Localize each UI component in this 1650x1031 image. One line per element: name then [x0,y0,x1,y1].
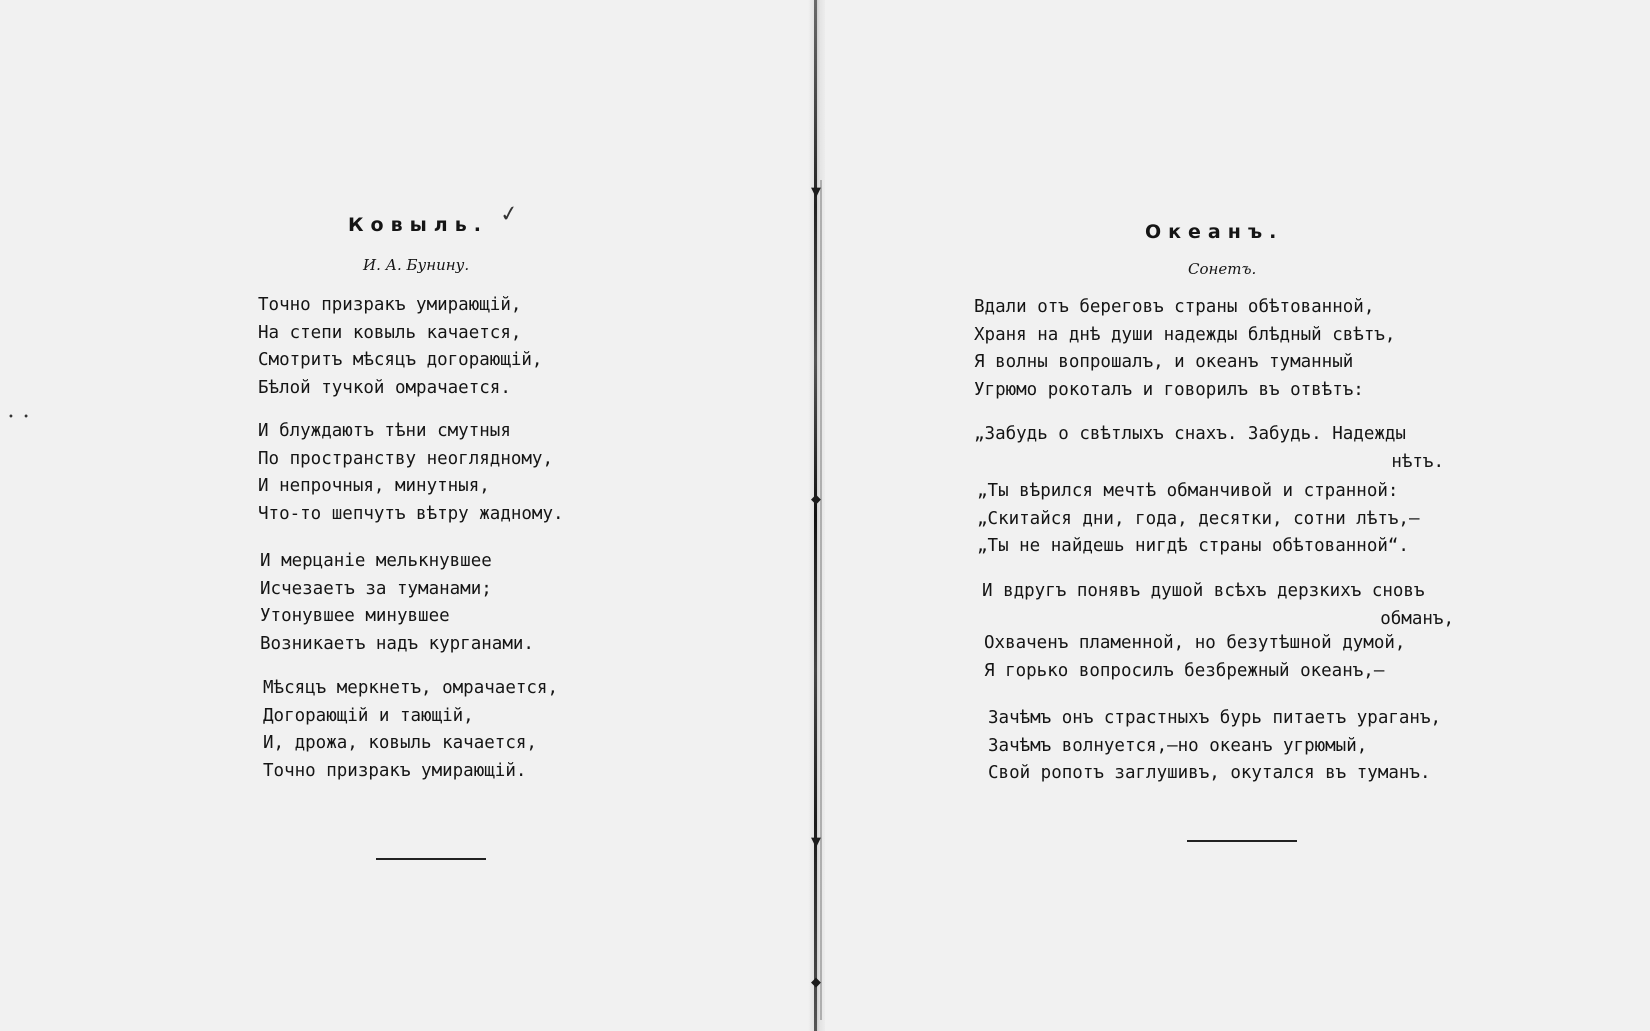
stanza [258,418,564,528]
poem-line: И, дрожа, ковыль качается, [263,733,537,753]
end-rule [376,858,486,860]
binding-stitch-icon: ▼ [811,185,821,200]
stanza [260,548,534,658]
poem-line: „Скитайся дни, года, десятки, сотни лѣтъ,— [977,508,1420,529]
stanza [258,292,542,402]
poem-line: Я волны вопрошалъ, и океанъ туманный [974,352,1354,372]
poem-subtitle: Сонетъ. [1188,260,1257,278]
poem-line: И блуждаютъ тѣни смутныя [258,421,511,441]
poem-dedication: И. А. Бунину. [363,256,470,274]
binding-stitch-icon: ◆ [811,492,821,507]
poem-line: И мерцаніе мелькнувшее [260,551,492,571]
poem-line: Возникаетъ надъ курганами. [260,633,534,654]
poem-line: „Ты не найдешь нигдѣ страны обѣтованной“. [977,536,1409,556]
binding-stitch-icon: ◆ [811,975,821,990]
poem-line: И вдругъ понявъ душой всѣхъ дерзкихъ сновъ [982,581,1425,601]
stanza [984,630,1405,685]
poem-line: Зачѣмъ волнуется,—но океанъ угрюмый, [988,735,1368,756]
pencil-checkmark: ✓ [498,200,521,229]
poem-line: Утонувшее минувшее [260,606,450,626]
spine-shadow [820,180,822,1020]
poem-line: Мѣсяцъ меркнетъ, омрачается, [263,678,559,698]
poem-line: Я горько вопросилъ безбрежный океанъ,— [984,660,1385,681]
poem-line: Точно призракъ умирающій. [263,760,527,781]
poem-line-continuation: нѣтъ. [1391,451,1444,472]
stanza [974,421,1444,476]
stanza [977,478,1420,561]
poem-line: Что-то шепчутъ вѣтру жадному. [258,503,564,524]
poem-line: Догорающій и тающій, [263,705,474,726]
poem-line: Смотритъ мѣсяцъ догорающій, [258,350,543,370]
stanza [988,705,1441,788]
poem-line: Бѣлой тучкой омрачается. [258,377,511,398]
poem-line: „Забудь о свѣтлыхъ снахъ. Забудь. Надежды [974,424,1406,444]
poem-line-continuation: обманъ, [1380,608,1454,629]
poem-line: Исчезаетъ за туманами; [260,578,492,599]
poem-line: Охваченъ пламенной, но безутѣшной думой, [984,633,1406,653]
stanza [263,675,558,785]
poem-line: Угрюмо рокоталъ и говорилъ въ отвѣтъ: [974,379,1364,400]
poem-line: По пространству неоглядному, [258,448,554,469]
end-rule [1187,840,1297,842]
poem-line: И непрочныя, минутныя, [258,476,490,496]
stanza [982,578,1454,633]
poem-line: „Ты вѣрился мечтѣ обманчивой и странной: [977,481,1399,501]
right-page [825,0,1650,1031]
left-page [0,0,815,1031]
stanza [974,294,1395,404]
spine-crease [814,0,817,1031]
poem-line: На степи ковыль качается, [258,322,522,343]
margin-speck: • • [8,412,32,423]
poem-line: Точно призракъ умирающій, [258,295,522,315]
poem-line: Вдали отъ береговъ страны обѣтованной, [974,297,1375,317]
binding-stitch-icon: ▼ [811,835,821,850]
poem-line: Храня на днѣ души надежды блѣдный свѣтъ, [974,324,1396,345]
poem-line: Зачѣмъ онъ страстныхъ бурь питаетъ ураганъ, [988,708,1442,728]
poem-title-okean: Океанъ. [1145,221,1284,243]
poem-line: Свой ропотъ заглушивъ, окутался въ туманъ. [988,763,1431,783]
poem-title-kovyl: Ковыль. [348,214,488,236]
